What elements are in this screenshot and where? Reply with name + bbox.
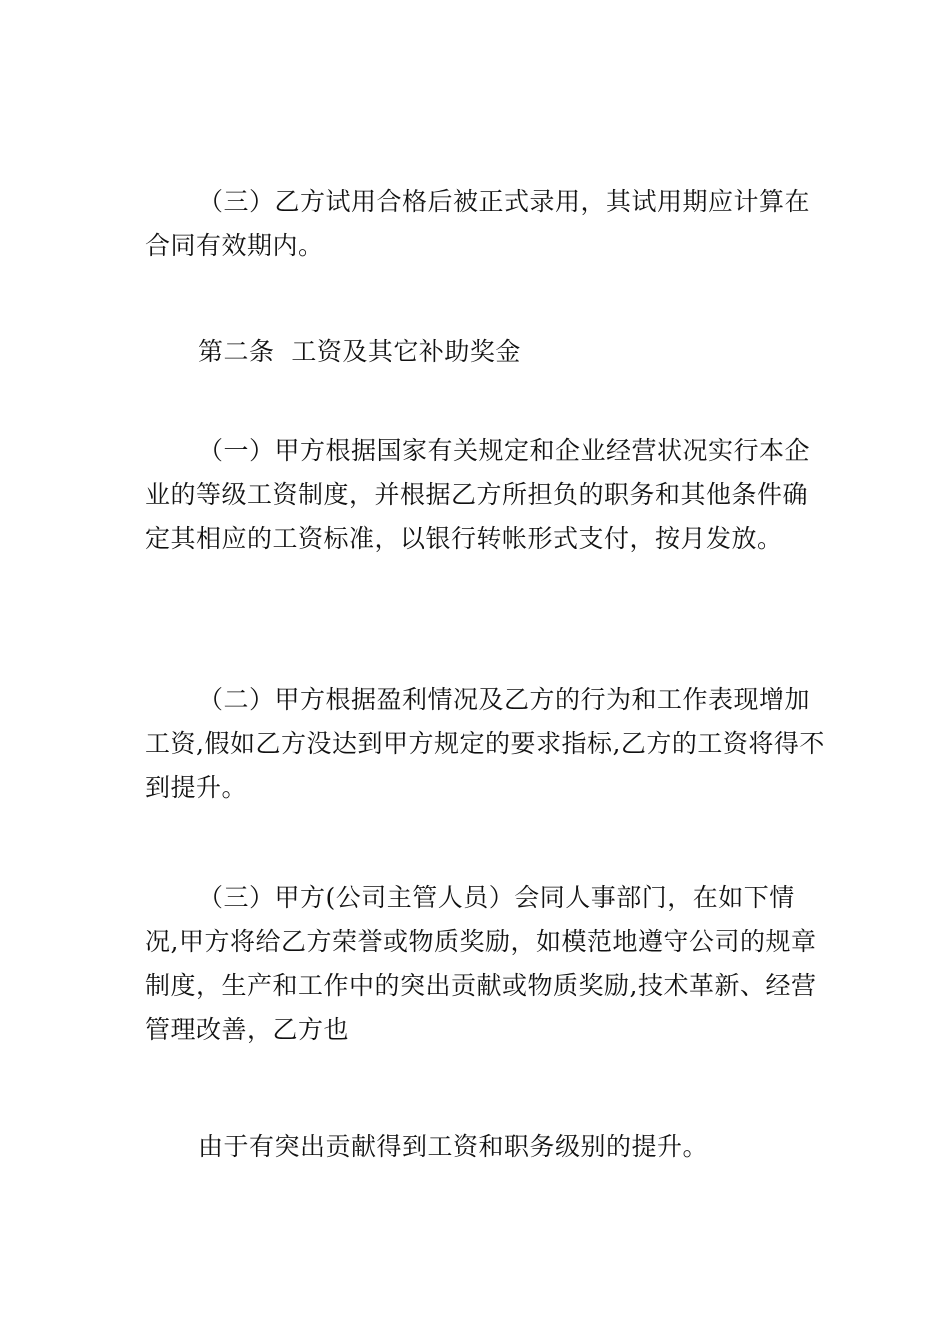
section-heading-article-2: 第二条 工资及其它补助奖金 bbox=[198, 337, 521, 366]
paragraph-probation: （三）乙方试用合格后被正式录用，其试用期应计算在合同有效期内。 bbox=[145, 187, 811, 260]
paragraph-salary-increase: （二）甲方根据盈利情况及乙方的行为和工作表现增加工资,假如乙方没达到甲方规定的要求指标,乙方的工资将得不到提升。 bbox=[145, 685, 825, 802]
paragraph-salary-system: （一）甲方根据国家有关规定和企业经营状况实行本企业的等级工资制度，并根据乙方所担负的职务和其他条件确定其相应的工资标准，以银行转帐形式支付，按月发放。 bbox=[145, 436, 811, 553]
paragraph-rewards: （三）甲方(公司主管人员）会同人事部门，在如下情况,甲方将给乙方荣誉或物质奖励，如模范地遵守公司的规章制度，生产和工作中的突出贡献或物质奖励,技术革新、经营管理改善，乙方也 bbox=[145, 883, 817, 1044]
paragraph-promotion: 由于有突出贡献得到工资和职务级别的提升。 bbox=[198, 1132, 709, 1161]
